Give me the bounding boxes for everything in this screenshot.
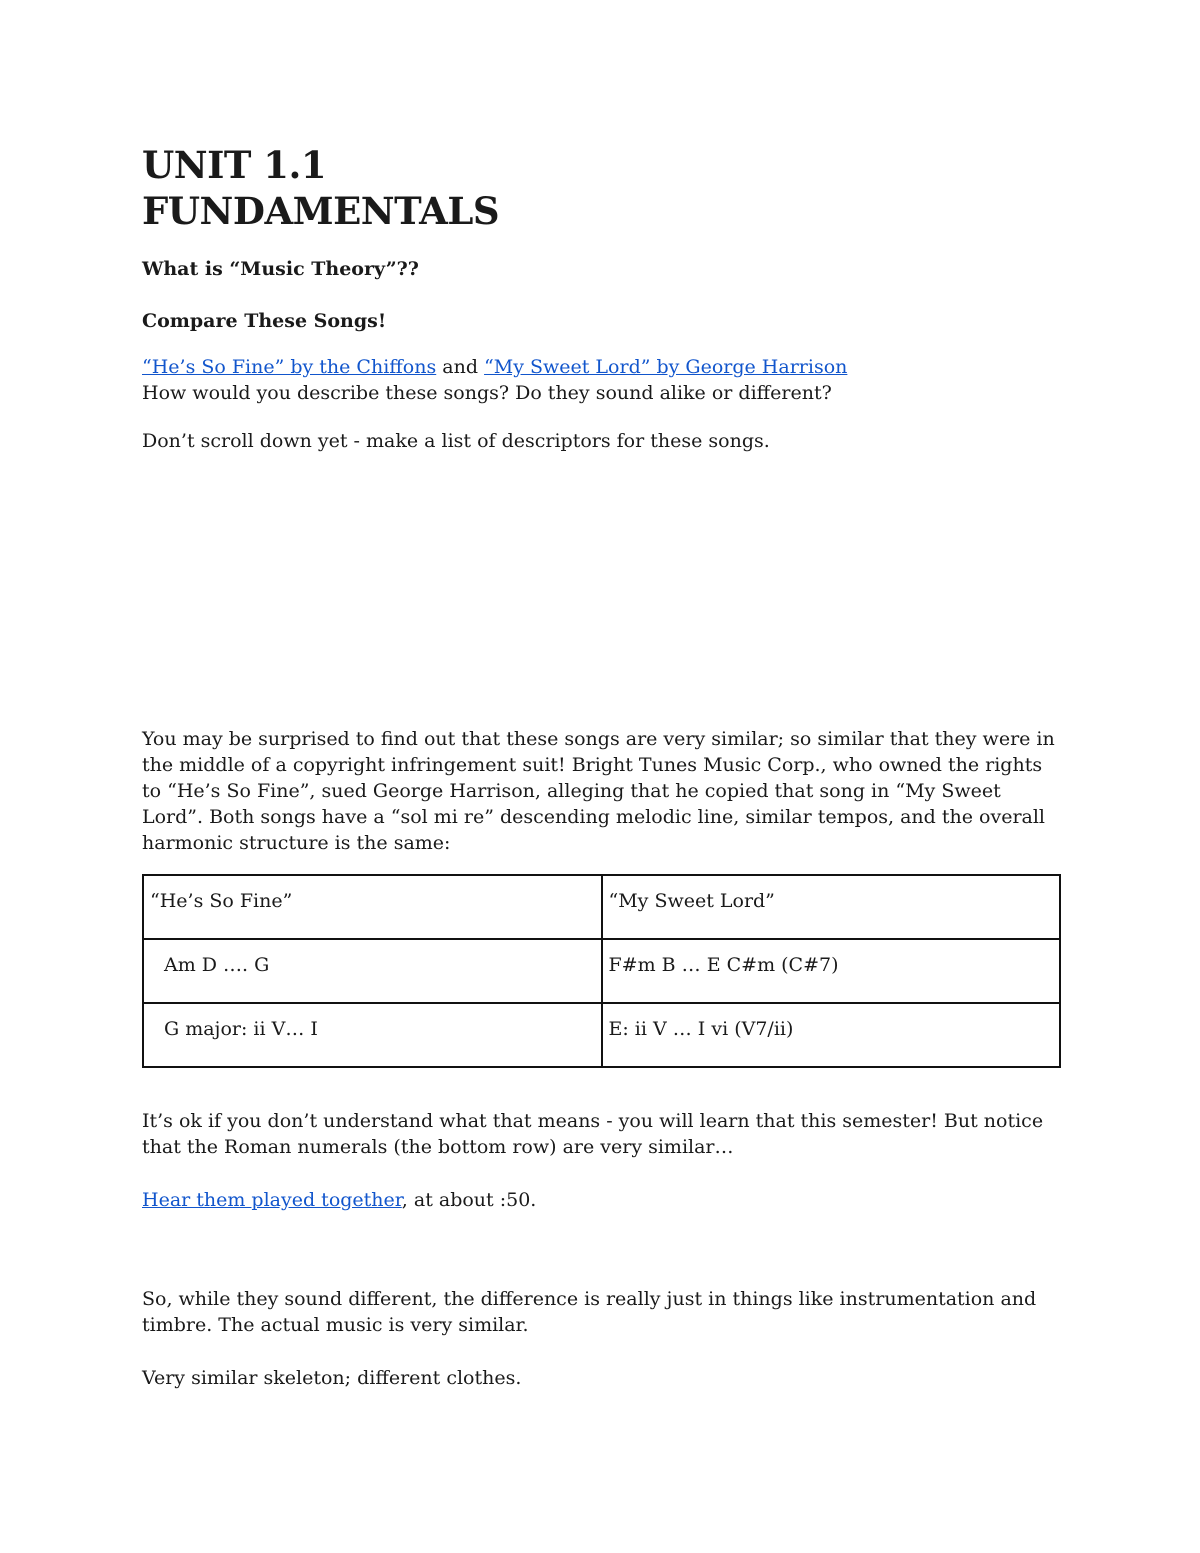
title-line-1: UNIT 1.1 bbox=[142, 143, 327, 187]
table-cell-song1-title: “He’s So Fine” bbox=[143, 875, 602, 939]
hear-together-line bbox=[142, 1187, 1062, 1213]
heading-compare-songs: Compare These Songs! bbox=[142, 310, 387, 332]
title-line-2: FUNDAMENTALS bbox=[142, 189, 500, 233]
link-hes-so-fine[interactable]: “He’s So Fine” by the Chiffons bbox=[142, 356, 437, 378]
table-row bbox=[143, 939, 1060, 1003]
table-cell-song1-roman: G major: ii V… I bbox=[143, 1003, 602, 1067]
hear-together-suffix: , at about :50. bbox=[401, 1189, 537, 1211]
heading-what-is-music-theory: What is “Music Theory”?? bbox=[142, 258, 419, 280]
table-cell-song2-roman: E: ii V … I vi (V7/ii) bbox=[602, 1003, 1061, 1067]
table-cell-song2-title: “My Sweet Lord” bbox=[602, 875, 1061, 939]
so-while-paragraph: So, while they sound different, the difference is really just in things like instrumentation and timbre. The actual music is very similar. bbox=[142, 1288, 1037, 1336]
table-row bbox=[143, 1003, 1060, 1067]
song-links-line bbox=[142, 354, 1062, 380]
link-my-sweet-lord[interactable]: “My Sweet Lord” by George Harrison bbox=[484, 356, 848, 378]
table-cell-song2-chords: F#m B … E C#m (C#7) bbox=[602, 939, 1061, 1003]
table-cell-song1-chords: Am D …. G bbox=[143, 939, 602, 1003]
link-hear-together[interactable]: Hear them played together bbox=[142, 1189, 402, 1211]
links-connector: and bbox=[442, 356, 478, 378]
table-row bbox=[143, 875, 1060, 939]
dont-scroll-instruction: Don’t scroll down yet - make a list of descriptors for these songs. bbox=[142, 430, 770, 452]
surprised-paragraph: You may be surprised to find out that these songs are very similar; so similar that they were in the middle of a copyright infringement suit! Bright Tunes Music Corp., who owned the rights to “He’s So Fine”, sued George Harrison, alleging that he copied that song in “My Sweet Lord”. Both songs have a “sol mi re” descending melodic line, similar tempos, and the overall harmonic structure is the same: bbox=[142, 728, 1055, 854]
page-title bbox=[142, 142, 499, 234]
its-ok-paragraph: It’s ok if you don’t understand what that means - you will learn that this semester! But notice that the Roman numerals (the bottom row) are very similar… bbox=[142, 1110, 1044, 1158]
skeleton-line: Very similar skeleton; different clothes. bbox=[142, 1367, 522, 1389]
chord-comparison-table bbox=[142, 874, 1061, 1068]
describe-question: How would you describe these songs? Do they sound alike or different? bbox=[142, 382, 832, 404]
